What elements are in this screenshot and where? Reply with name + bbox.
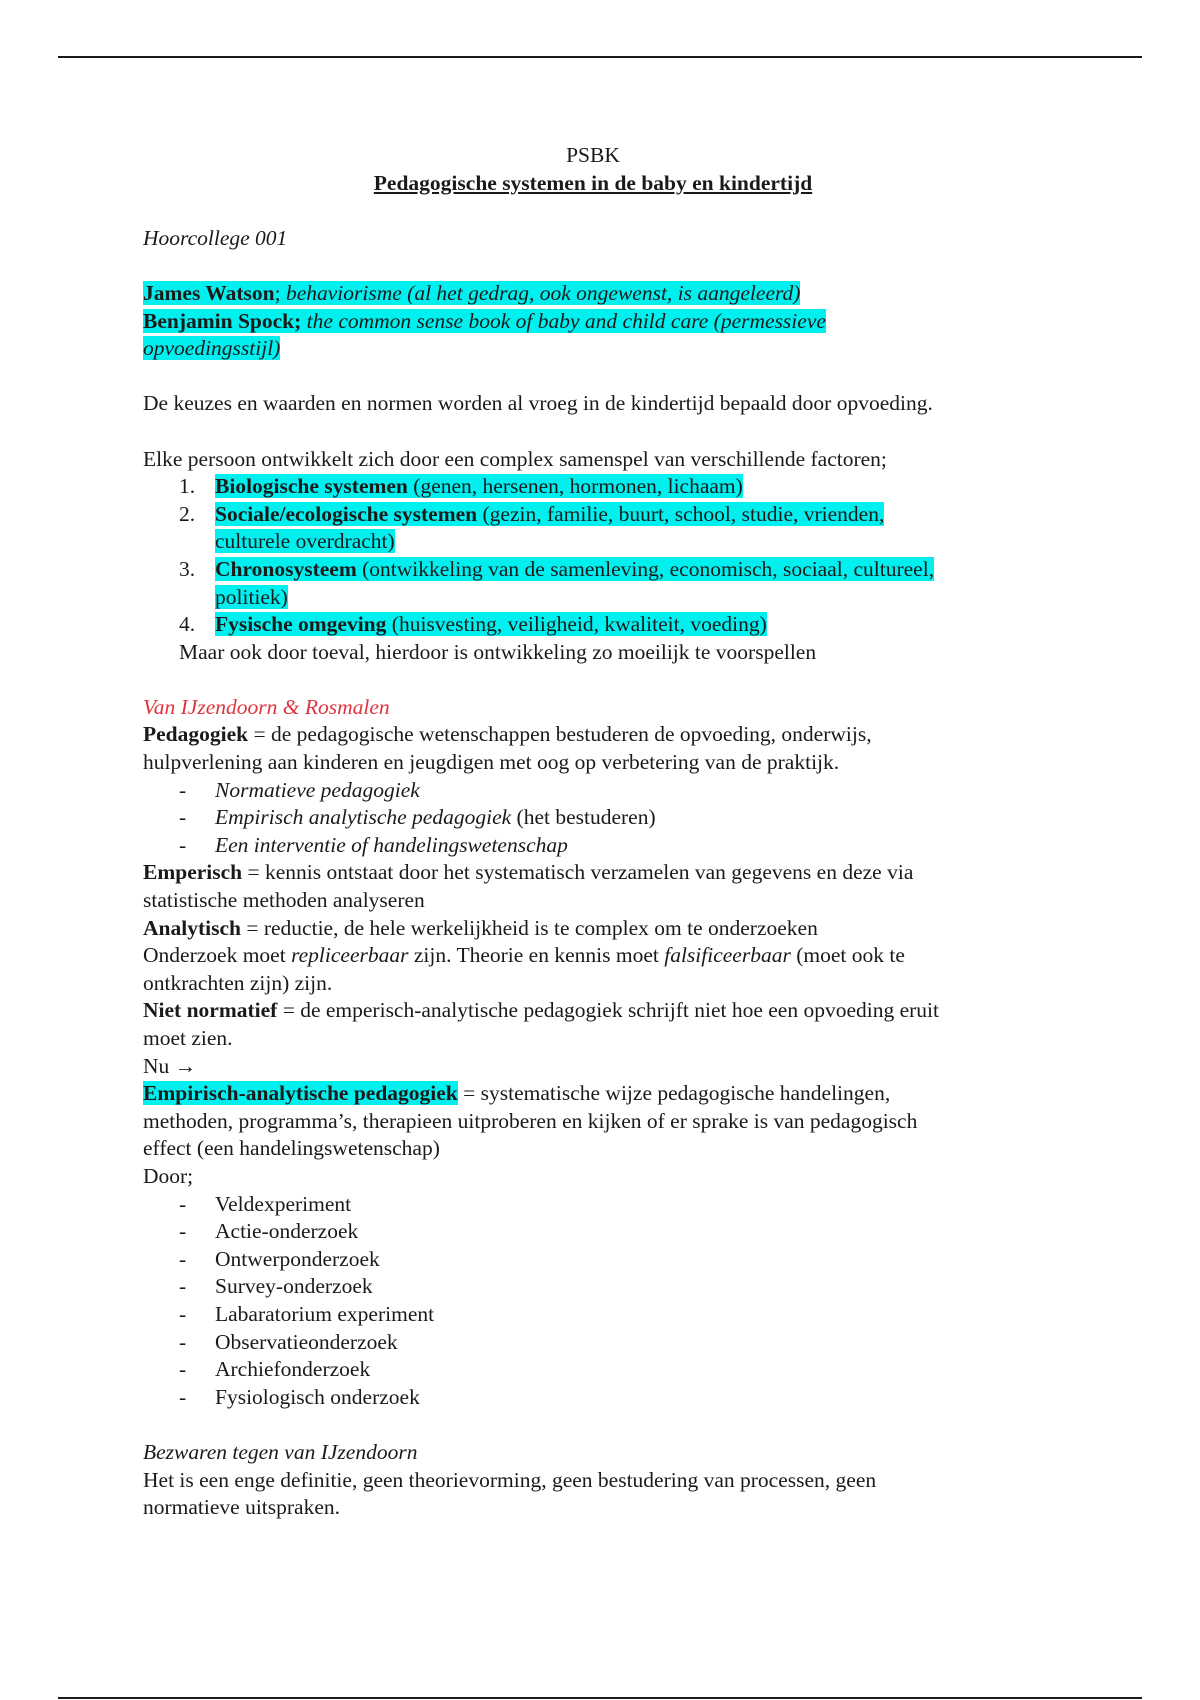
factor-item: 2. Sociale/ecologische systemen (gezin, familie, buurt, school, studie, vrienden,: [143, 501, 1043, 529]
factor-number: 3.: [179, 556, 196, 581]
person-name: Benjamin Spock;: [143, 308, 302, 333]
definition-emperisch-cont: statistische methoden analyseren: [143, 888, 425, 913]
section-heading-vij: Van IJzendoorn & Rosmalen: [143, 694, 390, 719]
paragraph-keuzes: De keuzes en waarden en normen worden al vroeg in de kindertijd bepaald door opvoeding.: [143, 391, 933, 416]
list-item: - Normatieve pedagogiek: [179, 777, 420, 802]
paragraph-onderzoek-cont: ontkrachten zijn) zijn.: [143, 970, 333, 995]
document-title-text: Pedagogische systemen in de baby en kindertijd: [373, 170, 813, 195]
person-desc: the common sense book of baby and child care (permessieve: [306, 308, 826, 333]
document-title: [143, 170, 1043, 198]
method-item: - Actie-onderzoek: [179, 1219, 359, 1244]
definition-eap-cont: methoden, programma’s, therapieen uitproberen en kijken of er sprake is van pedagogisch: [143, 1108, 918, 1133]
factor-number: 2.: [179, 501, 196, 526]
factor-item-cont: culturele overdracht): [215, 529, 395, 554]
section-heading-bezwaren: Bezwaren tegen van IJzendoorn: [143, 1439, 418, 1464]
top-rule: [58, 56, 1142, 58]
method-item: - Veldexperiment: [179, 1191, 352, 1216]
nu-arrow: Nu →: [143, 1053, 197, 1078]
list-item: - Een interventie of handelingswetenschap: [179, 832, 568, 857]
definition-niet-normatief: Niet normatief = de emperisch-analytische pedagogiek schrijft niet hoe een opvoeding eruit: [143, 998, 939, 1023]
definition-eap-cont: effect (een handelingswetenschap): [143, 1136, 440, 1161]
definition-emperisch: Emperisch = kennis ontstaat door het systematisch verzamelen van gegevens en deze via: [143, 860, 914, 885]
person-name: James Watson: [143, 280, 275, 305]
course-code: PSBK: [566, 143, 620, 167]
factor-number: 1.: [179, 474, 196, 499]
method-item: - Fysiologisch onderzoek: [179, 1384, 420, 1409]
factor-item: 3. Chronosysteem (ontwikkeling van de samenleving, economisch, sociaal, cultureel,: [143, 556, 1043, 584]
lecture-heading: Hoorcollege 001: [143, 225, 288, 250]
factor-item: 1. Biologische systemen (genen, hersenen, hormonen, lichaam): [143, 473, 1043, 501]
person-watson: James Watson; behaviorisme (al het gedrag, ook ongewenst, is aangeleerd): [143, 280, 801, 305]
paragraph-onderzoek: Onderzoek moet repliceerbaar zijn. Theorie en kennis moet falsificeerbaar (moet ook te: [143, 943, 905, 968]
bottom-rule: [58, 1697, 1142, 1699]
person-spock: [143, 308, 1043, 336]
list-item: - Empirisch analytische pedagogiek (het bestuderen): [179, 805, 656, 830]
person-spock-cont: opvoedingsstijl): [143, 336, 281, 361]
method-item: - Observatieonderzoek: [179, 1329, 398, 1354]
person-desc: behaviorisme (al het gedrag, ook ongewenst, is aangeleerd): [285, 280, 801, 305]
factor-number: 4.: [179, 612, 196, 637]
definition-analytisch: Analytisch = reductie, de hele werkelijkheid is te complex om te onderzoeken: [143, 915, 818, 940]
door-label: Door;: [143, 1163, 194, 1188]
method-item: - Survey-onderzoek: [179, 1274, 373, 1299]
paragraph-persoon: Elke persoon ontwikkelt zich door een complex samenspel van verschillende factoren;: [143, 446, 887, 471]
definition-pedagogiek-cont: hulpverlening aan kinderen en jeugdigen met oog op verbetering van de praktijk.: [143, 750, 840, 775]
definition-niet-normatief-cont: moet zien.: [143, 1026, 233, 1050]
factor-item: 4. Fysische omgeving (huisvesting, veiligheid, kwaliteit, voeding): [143, 611, 1043, 639]
method-item: - Archiefonderzoek: [179, 1357, 371, 1382]
method-item: - Labaratorium experiment: [179, 1301, 435, 1326]
paragraph-toeval: Maar ook door toeval, hierdoor is ontwikkeling zo moeilijk te voorspellen: [179, 639, 817, 664]
factor-item-cont: politiek): [215, 584, 288, 609]
method-item: - Ontwerponderzoek: [179, 1246, 380, 1271]
document-body: [143, 142, 1043, 1522]
paragraph-bezwaren-cont: normatieve uitspraken.: [143, 1495, 341, 1520]
definition-eap: Empirisch-analytische pedagogiek = systematische wijze pedagogische handelingen,: [143, 1081, 891, 1106]
paragraph-bezwaren: Het is een enge definitie, geen theorievorming, geen bestudering van processen, geen: [143, 1467, 877, 1492]
definition-pedagogiek: Pedagogiek = de pedagogische wetenschappen bestuderen de opvoeding, onderwijs,: [143, 722, 872, 747]
